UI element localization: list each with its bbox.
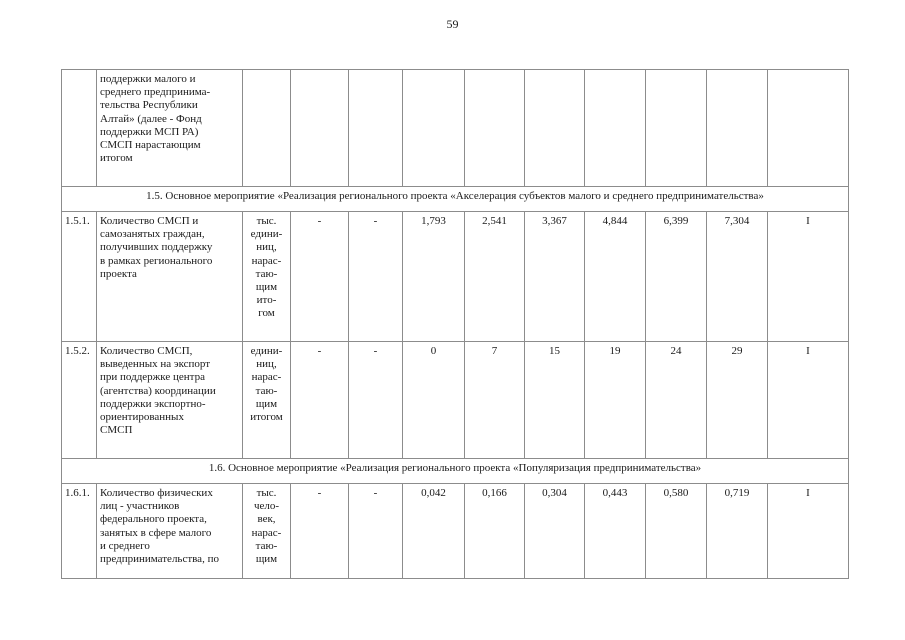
text-line: предпринимательства, по	[100, 553, 219, 566]
text-line: итогом	[250, 411, 283, 424]
indicator-value: 2,541	[465, 212, 525, 342]
indicator-value: 24	[646, 342, 707, 459]
indicator-type: I	[768, 342, 849, 459]
unit-of-measure	[243, 342, 291, 459]
indicator-value: 19	[585, 342, 646, 459]
table-row	[62, 342, 849, 459]
indicator-name	[97, 70, 243, 187]
text-line: ниц,	[256, 358, 277, 371]
table-row	[62, 459, 849, 484]
indicator-value: -	[291, 212, 349, 342]
text-line: едини-	[250, 228, 283, 241]
indicator-value: -	[291, 342, 349, 459]
text-line: СМСП нарастающим	[100, 139, 201, 152]
row-number: 1.6.1.	[62, 484, 97, 579]
text-line: федерального проекта,	[100, 513, 207, 526]
page-number: 59	[446, 17, 459, 31]
text-line: при поддержке центра	[100, 371, 205, 384]
text-line: ниц,	[256, 241, 277, 254]
text-line: получивших поддержку	[100, 241, 213, 254]
indicator-value: 0,580	[646, 484, 707, 579]
indicator-value: 0,042	[403, 484, 465, 579]
text-line: таю-	[255, 267, 278, 280]
text-line: Алтай» (далее - Фонд	[100, 112, 202, 125]
indicator-name	[97, 342, 243, 459]
indicator-value: -	[349, 484, 403, 579]
row-number	[62, 70, 97, 187]
text-line: щим	[255, 553, 278, 566]
text-line: щим	[255, 397, 278, 410]
text-line: таю-	[255, 539, 278, 552]
text-line: тыс.	[256, 215, 277, 227]
text-line: гом	[258, 307, 275, 320]
text-line: таю-	[255, 384, 278, 397]
indicator-value: 1,793	[403, 212, 465, 342]
indicator-value: -	[291, 484, 349, 579]
text-line: едини-	[250, 345, 283, 357]
indicator-value: 7,304	[707, 212, 768, 342]
text-line: нарас-	[251, 254, 282, 267]
indicator-value: 0,443	[585, 484, 646, 579]
table-row	[62, 70, 849, 187]
text-line: щим	[255, 281, 278, 294]
indicator-value: 0,304	[525, 484, 585, 579]
indicator-value: 3,367	[525, 212, 585, 342]
indicator-value: -	[349, 212, 403, 342]
indicator-value: 0,166	[465, 484, 525, 579]
indicator-value	[525, 70, 585, 187]
table-body	[62, 70, 849, 579]
table-row	[62, 187, 849, 212]
text-line: проекта	[100, 267, 137, 280]
indicator-name	[97, 212, 243, 342]
text-line: тыс.	[256, 487, 277, 499]
indicator-value: 7	[465, 342, 525, 459]
text-line: нарас-	[251, 526, 282, 539]
indicator-value: 15	[525, 342, 585, 459]
text-line: Количество физических	[100, 487, 213, 499]
indicator-value	[646, 70, 707, 187]
text-line: ито-	[256, 294, 277, 307]
text-line: чело-	[253, 500, 280, 513]
text-line: поддержки экспортно-	[100, 397, 206, 410]
text-line: в рамках регионального	[100, 254, 213, 267]
indicator-type: I	[768, 212, 849, 342]
text-line: самозанятых граждан,	[100, 228, 205, 241]
text-line: выведенных на экспорт	[100, 358, 211, 371]
unit-of-measure	[243, 70, 291, 187]
indicator-value: 29	[707, 342, 768, 459]
indicator-value: 0	[403, 342, 465, 459]
text-line: среднего предпринима-	[100, 86, 211, 99]
unit-of-measure	[243, 212, 291, 342]
unit-of-measure	[243, 484, 291, 579]
text-line: итогом	[100, 152, 133, 165]
text-line: ориентированных	[100, 411, 184, 424]
text-line: Количество СМСП,	[100, 345, 193, 357]
section-heading: 1.5. Основное мероприятие «Реализация регионального проекта «Акселерация субъектов малого и среднего предпринимательства»	[62, 187, 849, 212]
indicator-value: 6,399	[646, 212, 707, 342]
row-number: 1.5.2.	[62, 342, 97, 459]
indicator-type	[768, 70, 849, 187]
text-line: (агентства) координации	[100, 384, 216, 397]
indicator-value	[403, 70, 465, 187]
indicator-value	[585, 70, 646, 187]
text-line: Количество СМСП и	[100, 215, 199, 227]
text-line: нарас-	[251, 371, 282, 384]
indicator-name	[97, 484, 243, 579]
indicators-table	[61, 69, 849, 579]
text-line: СМСП	[100, 424, 133, 437]
text-line: поддержки малого и	[100, 73, 196, 85]
indicator-value: 4,844	[585, 212, 646, 342]
indicator-value: 0,719	[707, 484, 768, 579]
section-heading: 1.6. Основное мероприятие «Реализация регионального проекта «Популяризация предпринимательства»	[62, 459, 849, 484]
text-line: и среднего	[100, 539, 150, 552]
indicator-value: -	[349, 342, 403, 459]
indicator-value	[707, 70, 768, 187]
indicator-value	[465, 70, 525, 187]
row-number: 1.5.1.	[62, 212, 97, 342]
table-row	[62, 484, 849, 579]
indicator-type: I	[768, 484, 849, 579]
text-line: лиц - участников	[100, 500, 180, 513]
text-line: век,	[257, 513, 276, 526]
text-line: поддержки МСП РА)	[100, 125, 199, 138]
table-row	[62, 212, 849, 342]
text-line: занятых в сфере малого	[100, 526, 212, 539]
indicator-value	[349, 70, 403, 187]
indicator-value	[291, 70, 349, 187]
text-line: тельства Республики	[100, 99, 198, 112]
